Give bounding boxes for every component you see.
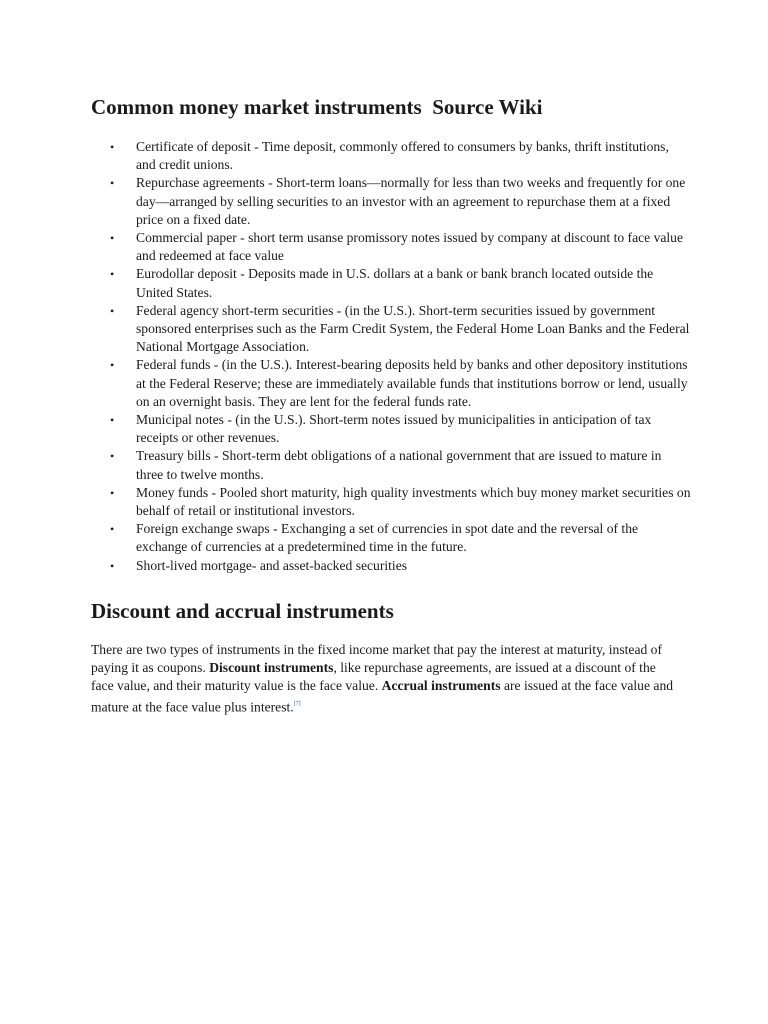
bullet-icon: • bbox=[110, 267, 115, 282]
list-item-text: Treasury bills - Short-term debt obligations of a national government that are issued to mature in three to twelve months. bbox=[136, 448, 662, 482]
list-item-text: Short-lived mortgage- and asset-backed securities bbox=[136, 557, 408, 573]
list-item-text: Foreign exchange swaps - Exchanging a set of currencies in spot date and the reversal of the exchange of currencies at a predetermined time in the future. bbox=[136, 521, 639, 555]
bullet-icon: • bbox=[110, 231, 115, 246]
list-item bbox=[110, 447, 691, 483]
bullet-icon: • bbox=[110, 358, 115, 373]
paragraph-text-3: are issued at the face value and mature at the face value plus interest. bbox=[91, 678, 674, 715]
footnote-reference-link[interactable]: [7] bbox=[293, 700, 301, 707]
bullet-icon: • bbox=[110, 176, 115, 191]
list-item bbox=[110, 174, 691, 229]
list-item bbox=[110, 138, 691, 174]
list-item bbox=[110, 411, 691, 447]
list-item-text: Federal agency short-term securities - (in the U.S.). Short-term securities issued by government sponsored enterprises such as the Farm Credit System, the Federal Home Loan Banks and the Federal National Mortgage Association. bbox=[136, 302, 690, 355]
list-item-text: Eurodollar deposit - Deposits made in U.S. dollars at a bank or bank branch located outside the United States. bbox=[136, 266, 654, 300]
list-item bbox=[110, 557, 691, 575]
list-item-text: Certificate of deposit - Time deposit, commonly offered to consumers by banks, thrift institutions, and credit unions. bbox=[136, 139, 669, 173]
bullet-icon: • bbox=[110, 449, 115, 464]
bullet-icon: • bbox=[110, 140, 115, 154]
list-item bbox=[110, 265, 691, 301]
discount-accrual-paragraph bbox=[91, 641, 681, 716]
list-item bbox=[110, 302, 691, 357]
list-item bbox=[110, 229, 691, 265]
section-heading-money-market-instruments: Common money market instruments Source Wiki bbox=[91, 95, 543, 119]
accrual-instruments-term: Accrual instruments bbox=[381, 678, 501, 694]
list-item bbox=[110, 356, 691, 411]
list-item bbox=[110, 520, 691, 556]
list-item-text: Repurchase agreements - Short-term loans—normally for less than two weeks and frequently for one day—arranged by selling securities to an investor with an agreement to repurchase them at a fixed price on a fixed date. bbox=[136, 175, 686, 227]
instrument-list bbox=[91, 138, 691, 575]
bullet-icon: • bbox=[110, 485, 115, 500]
paragraph-text-2: , like repurchase agreements, are issued at a discount of the face value, and their maturity value is the face value. bbox=[91, 660, 656, 694]
section-heading-discount-accrual: Discount and accrual instruments bbox=[91, 599, 394, 623]
bullet-icon: • bbox=[110, 413, 115, 428]
bullet-icon: • bbox=[110, 558, 115, 573]
discount-instruments-term: Discount instruments bbox=[209, 660, 334, 676]
list-item-text: Money funds - Pooled short maturity, high quality investments which buy money market securities on behalf of retail or institutional investors. bbox=[136, 484, 691, 519]
paragraph-text-1: There are two types of instruments in the fixed income market that pay the interest at maturity, instead of paying it as coupons. bbox=[91, 642, 663, 676]
list-item-text: Municipal notes - (in the U.S.). Short-term notes issued by municipalities in anticipation of tax receipts or other revenues. bbox=[136, 412, 652, 446]
bullet-icon: • bbox=[110, 303, 115, 318]
list-item-text: Commercial paper - short term usanse promissory notes issued by company at discount to face value and redeemed at face value bbox=[136, 230, 684, 264]
list-item-text: Federal funds - (in the U.S.). Interest-bearing deposits held by banks and other depository institutions at the Federal Reserve; these are immediately available funds that institutions borrow or lend, usually on an overnight basis. They are lent for the federal funds rate. bbox=[136, 357, 688, 409]
bullet-icon: • bbox=[110, 522, 115, 537]
list-item bbox=[110, 484, 691, 520]
